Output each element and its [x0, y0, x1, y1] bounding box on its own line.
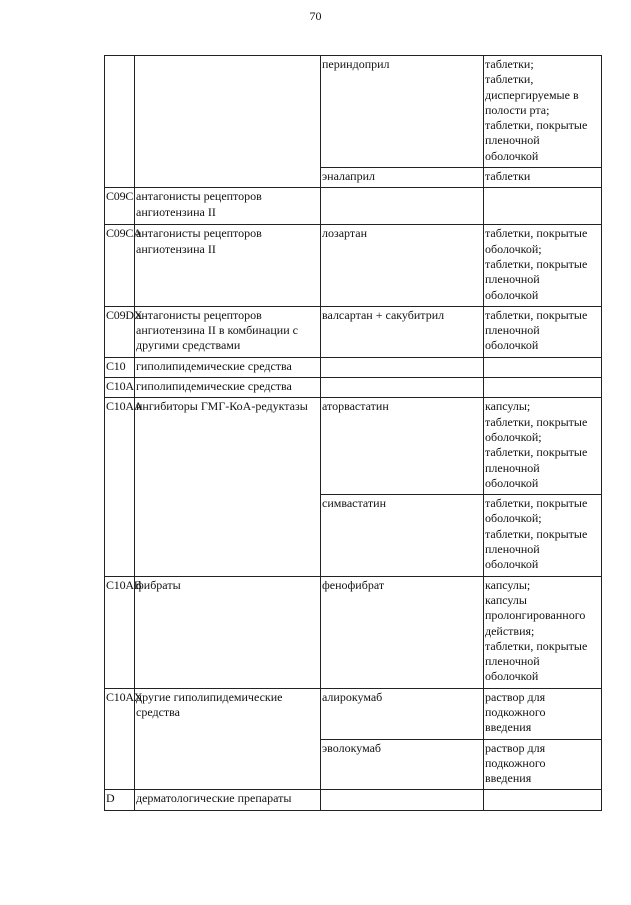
- dosage-form-line: оболочкой: [485, 338, 539, 353]
- dosage-form-line: введения: [485, 771, 532, 786]
- group-name-cell: дерматологические препараты: [135, 790, 321, 810]
- dosage-form-line: пленочной: [485, 542, 540, 557]
- dosage-form-line: таблетки, покрытые: [485, 638, 588, 653]
- dosage-form-line: капсулы;: [485, 577, 531, 592]
- group-name-cell: антагонисты рецепторов ангиотензина II: [135, 188, 321, 225]
- dosage-form-cell: [484, 790, 602, 810]
- table-row: [105, 225, 602, 306]
- dosage-form-line: пленочной: [485, 272, 540, 287]
- table-row: [105, 576, 602, 688]
- dosage-form-line: пленочной: [485, 460, 540, 475]
- table-row: [105, 378, 602, 398]
- atc-code-cell: C10A: [105, 378, 135, 398]
- atc-code-cell: C10AB: [105, 576, 135, 688]
- group-name-cell: фибраты: [135, 576, 321, 688]
- group-name-cell: [135, 56, 321, 188]
- group-name-cell: антагонисты рецепторов ангиотензина II: [135, 225, 321, 306]
- dosage-form-line: оболочкой: [485, 475, 539, 490]
- dosage-form-line: диспергируемые в: [485, 87, 579, 102]
- drug-name-cell: эналаприл: [321, 168, 484, 188]
- dosage-form-cell: [484, 739, 602, 790]
- atc-code-cell: D: [105, 790, 135, 810]
- drug-name-cell: эволокумаб: [321, 739, 484, 790]
- drug-name-cell: аторвастатин: [321, 398, 484, 495]
- dosage-form-line: таблетки, покрытые: [485, 256, 588, 271]
- drug-name-cell: валсартан + сакубитрил: [321, 306, 484, 357]
- dosage-form-line: подкожного: [485, 755, 546, 770]
- dosage-form-line: полости рта;: [485, 102, 550, 117]
- dosage-form-cell: [484, 225, 602, 306]
- dosage-form-line: пленочной: [485, 133, 540, 148]
- drug-name-cell: фенофибрат: [321, 576, 484, 688]
- table-row: [105, 306, 602, 357]
- dosage-form-line: оболочкой;: [485, 511, 542, 526]
- dosage-form-line: подкожного: [485, 704, 546, 719]
- table-row: [105, 188, 602, 225]
- dosage-form-line: введения: [485, 720, 532, 735]
- group-name-cell: другие гиполипидемические средства: [135, 688, 321, 790]
- atc-code-cell: C10AX: [105, 688, 135, 790]
- dosage-form-line: таблетки,: [485, 72, 534, 87]
- dosage-form-line: оболочкой: [485, 287, 539, 302]
- drug-name-cell: симвастатин: [321, 495, 484, 576]
- dosage-form-cell: [484, 188, 602, 225]
- dosage-form-line: таблетки: [485, 169, 531, 184]
- group-name-cell: ингибиторы ГМГ-КоА-редуктазы: [135, 398, 321, 576]
- dosage-form-line: таблетки, покрытые: [485, 496, 588, 511]
- atc-code-cell: C09CA: [105, 225, 135, 306]
- table-row: [105, 398, 602, 495]
- dosage-form-line: таблетки, покрытые: [485, 414, 588, 429]
- dosage-form-line: таблетки;: [485, 57, 534, 71]
- dosage-form-line: пролонгированного: [485, 608, 586, 623]
- dosage-form-line: таблетки, покрытые: [485, 226, 588, 241]
- dosage-form-line: капсулы;: [485, 399, 531, 414]
- atc-code-cell: C10: [105, 357, 135, 377]
- atc-code-cell: C10AA: [105, 398, 135, 576]
- dosage-form-cell: [484, 688, 602, 739]
- table-row: [105, 56, 602, 168]
- dosage-form-line: оболочкой;: [485, 241, 542, 256]
- dosage-form-line: таблетки, покрытые: [485, 526, 588, 541]
- atc-code-cell: C09DX: [105, 306, 135, 357]
- dosage-form-line: оболочкой;: [485, 429, 542, 444]
- table-row: [105, 790, 602, 810]
- group-name-cell: гиполипидемические средства: [135, 357, 321, 377]
- dosage-form-line: оболочкой: [485, 557, 539, 572]
- dosage-form-cell: [484, 168, 602, 188]
- dosage-form-cell: [484, 495, 602, 576]
- dosage-form-line: пленочной: [485, 654, 540, 669]
- dosage-form-line: оболочкой: [485, 669, 539, 684]
- dosage-form-cell: [484, 378, 602, 398]
- dosage-form-line: раствор для: [485, 689, 546, 704]
- group-name-cell: гиполипидемические средства: [135, 378, 321, 398]
- page-number: 70: [309, 9, 322, 23]
- table-row: [105, 357, 602, 377]
- dosage-form-line: таблетки, покрытые: [485, 307, 588, 322]
- dosage-form-line: таблетки, покрытые: [485, 445, 588, 460]
- dosage-form-cell: [484, 56, 602, 168]
- drug-name-cell: [321, 378, 484, 398]
- group-name-cell: антагонисты рецепторов ангиотензина II в комбинации с другими средствами: [135, 306, 321, 357]
- drug-name-cell: [321, 188, 484, 225]
- drug-name-cell: лозартан: [321, 225, 484, 306]
- dosage-form-cell: [484, 357, 602, 377]
- dosage-form-cell: [484, 306, 602, 357]
- drug-list-table: [104, 55, 602, 811]
- drug-name-cell: [321, 790, 484, 810]
- dosage-form-line: таблетки, покрытые: [485, 118, 588, 133]
- dosage-form-line: раствор для: [485, 740, 546, 755]
- dosage-form-cell: [484, 398, 602, 495]
- atc-code-cell: C09C: [105, 188, 135, 225]
- drug-name-cell: алирокумаб: [321, 688, 484, 739]
- dosage-form-cell: [484, 576, 602, 688]
- dosage-form-line: капсулы: [485, 592, 527, 607]
- atc-code-cell: [105, 56, 135, 188]
- table-row: [105, 688, 602, 739]
- dosage-form-line: оболочкой: [485, 148, 539, 163]
- drug-name-cell: [321, 357, 484, 377]
- drug-name-cell: периндоприл: [321, 56, 484, 168]
- dosage-form-line: действия;: [485, 623, 535, 638]
- dosage-form-line: пленочной: [485, 323, 540, 338]
